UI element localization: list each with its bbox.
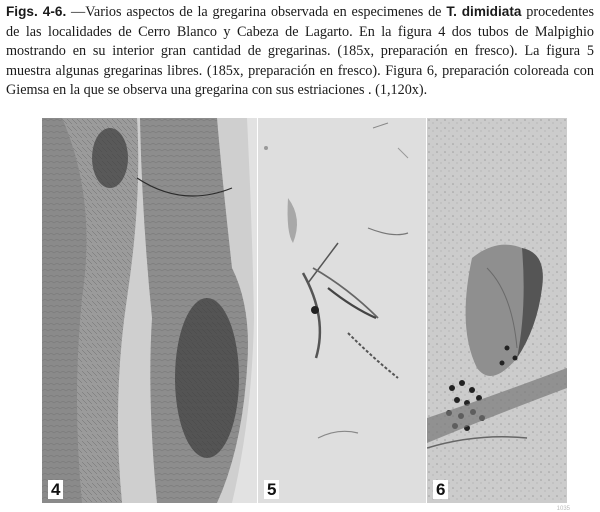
caption-lead: Figs. 4-6. [6,4,67,19]
figure-panel-6 [427,118,567,503]
figure-panel-5 [258,118,426,503]
figure-caption [6,2,594,101]
panel-6-micrograph [427,118,567,503]
panel-number-4: 4 [48,480,63,499]
panel-number-5: 5 [264,480,279,499]
panel-5-micrograph [258,118,426,503]
panel-number-6: 6 [433,480,448,499]
caption-body: procedentes de las localidades de Cerro Blanco y Cabeza de Lagarto. En la figura 4 dos tubos de Malpighio mostrando en su interior gran cantidad de gregarinas. (185x, preparación en fresco). La figura 5 muestra algunas gregarinas libres. (185x, preparación en fresco). Figura 6, preparación coloreada con Giemsa en la que se observa una gregarina con sus estriaciones . (1,120x). [6,4,594,98]
panel-4-micrograph [42,118,257,503]
corner-mark: 1035 [556,506,570,512]
caption-genus: T. [446,4,457,19]
figure-panel-4 [42,118,257,503]
caption-intro: —Varios aspectos de la gregarina observada en especimenes de [66,4,447,20]
caption-species: dimidiata [461,4,522,19]
